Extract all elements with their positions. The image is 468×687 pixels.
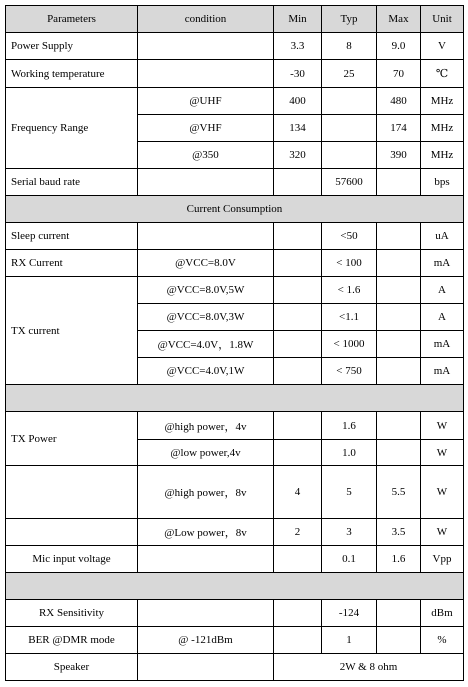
min-cell — [274, 223, 322, 250]
param-cell: RX Current — [6, 250, 138, 277]
condition-cell: @VHF — [138, 115, 274, 142]
min-cell — [274, 600, 322, 627]
max-cell: 70 — [377, 60, 421, 88]
row-tx-power-1 — [6, 412, 464, 440]
max-cell — [377, 277, 421, 304]
typ-cell: 1.0 — [322, 440, 377, 466]
row-serial-baud — [6, 169, 464, 196]
header-unit: Unit — [421, 6, 464, 33]
condition-cell: @low power,4v — [138, 440, 274, 466]
unit-cell: % — [421, 627, 464, 654]
unit-cell: A — [421, 304, 464, 331]
unit-cell: mA — [421, 358, 464, 385]
header-min: Min — [274, 6, 322, 33]
typ-cell: 5 — [322, 466, 377, 519]
row-sleep-current — [6, 223, 464, 250]
min-cell: 4 — [274, 466, 322, 519]
condition-cell — [138, 654, 274, 681]
min-cell — [274, 412, 322, 440]
condition-cell: @VCC=4.0V，1.8W — [138, 331, 274, 358]
condition-cell: @Low power，8v — [138, 519, 274, 546]
condition-cell: @high power，4v — [138, 412, 274, 440]
row-rx-sensitivity — [6, 600, 464, 627]
max-cell: 5.5 — [377, 466, 421, 519]
max-cell: 1.6 — [377, 546, 421, 573]
typ-cell: 25 — [322, 60, 377, 88]
max-cell — [377, 250, 421, 277]
typ-cell: 3 — [322, 519, 377, 546]
min-cell — [274, 546, 322, 573]
header-parameters: Parameters — [6, 6, 138, 33]
max-cell — [377, 304, 421, 331]
typ-cell: 8 — [322, 33, 377, 60]
param-cell — [6, 466, 138, 519]
condition-cell: @VCC=8.0V — [138, 250, 274, 277]
section-divider — [6, 385, 464, 412]
max-cell — [377, 169, 421, 196]
condition-cell — [138, 223, 274, 250]
min-cell — [274, 250, 322, 277]
condition-cell: @VCC=4.0V,1W — [138, 358, 274, 385]
typ-cell: < 750 — [322, 358, 377, 385]
max-cell — [377, 358, 421, 385]
row-tx-power-3 — [6, 466, 464, 519]
param-cell: Frequency Range — [6, 88, 138, 169]
param-cell: Power Supply — [6, 33, 138, 60]
unit-cell: W — [421, 412, 464, 440]
max-cell — [377, 627, 421, 654]
row-mic-input — [6, 546, 464, 573]
unit-cell: V — [421, 33, 464, 60]
row-power-supply — [6, 33, 464, 60]
unit-cell: dBm — [421, 600, 464, 627]
param-cell: TX current — [6, 277, 138, 385]
max-cell — [377, 600, 421, 627]
unit-cell: mA — [421, 250, 464, 277]
typ-cell: <50 — [322, 223, 377, 250]
typ-cell: 57600 — [322, 169, 377, 196]
condition-cell: @VCC=8.0V,3W — [138, 304, 274, 331]
param-cell: Serial baud rate — [6, 169, 138, 196]
max-cell: 390 — [377, 142, 421, 169]
row-tx-power-4 — [6, 519, 464, 546]
typ-cell — [322, 88, 377, 115]
typ-cell — [322, 142, 377, 169]
unit-cell: W — [421, 466, 464, 519]
condition-cell: @UHF — [138, 88, 274, 115]
min-cell — [274, 627, 322, 654]
min-cell: -30 — [274, 60, 322, 88]
min-cell — [274, 304, 322, 331]
max-cell: 174 — [377, 115, 421, 142]
unit-cell: mA — [421, 331, 464, 358]
param-cell: Speaker — [6, 654, 138, 681]
min-cell — [274, 169, 322, 196]
typ-cell — [322, 115, 377, 142]
typ-cell: < 100 — [322, 250, 377, 277]
row-section-current — [6, 196, 464, 223]
unit-cell: uA — [421, 223, 464, 250]
typ-cell: 1 — [322, 627, 377, 654]
row-working-temperature — [6, 60, 464, 88]
param-cell: Mic input voltage — [6, 546, 138, 573]
param-cell — [6, 519, 138, 546]
typ-cell: 0.1 — [322, 546, 377, 573]
row-ber-dmr — [6, 627, 464, 654]
speaker-value-cell: 2W & 8 ohm — [274, 654, 464, 681]
row-blank-section-1 — [6, 385, 464, 412]
max-cell — [377, 412, 421, 440]
unit-cell: bps — [421, 169, 464, 196]
typ-cell: <1.1 — [322, 304, 377, 331]
max-cell — [377, 331, 421, 358]
typ-cell: < 1.6 — [322, 277, 377, 304]
min-cell — [274, 358, 322, 385]
max-cell: 3.5 — [377, 519, 421, 546]
unit-cell: MHz — [421, 115, 464, 142]
header-row — [6, 6, 464, 33]
min-cell — [274, 440, 322, 466]
param-cell: Sleep current — [6, 223, 138, 250]
condition-cell — [138, 33, 274, 60]
max-cell: 9.0 — [377, 33, 421, 60]
max-cell: 480 — [377, 88, 421, 115]
unit-cell: MHz — [421, 142, 464, 169]
section-divider — [6, 573, 464, 600]
typ-cell: < 1000 — [322, 331, 377, 358]
typ-cell: 1.6 — [322, 412, 377, 440]
param-cell: TX Power — [6, 412, 138, 466]
unit-cell: W — [421, 440, 464, 466]
condition-cell — [138, 60, 274, 88]
condition-cell: @ -121dBm — [138, 627, 274, 654]
min-cell: 400 — [274, 88, 322, 115]
row-blank-section-2 — [6, 573, 464, 600]
unit-cell: ℃ — [421, 60, 464, 88]
row-rx-current — [6, 250, 464, 277]
condition-cell — [138, 546, 274, 573]
max-cell — [377, 440, 421, 466]
section-title: Current Consumption — [6, 196, 464, 223]
condition-cell: @VCC=8.0V,5W — [138, 277, 274, 304]
max-cell — [377, 223, 421, 250]
param-cell: BER @DMR mode — [6, 627, 138, 654]
typ-cell: -124 — [322, 600, 377, 627]
param-cell: RX Sensitivity — [6, 600, 138, 627]
condition-cell — [138, 169, 274, 196]
row-tx-current-1 — [6, 277, 464, 304]
condition-cell: @350 — [138, 142, 274, 169]
unit-cell: MHz — [421, 88, 464, 115]
spec-table — [5, 5, 464, 681]
min-cell: 320 — [274, 142, 322, 169]
row-freq-uhf — [6, 88, 464, 115]
param-cell: Working temperature — [6, 60, 138, 88]
unit-cell: W — [421, 519, 464, 546]
min-cell — [274, 277, 322, 304]
header-typ: Typ — [322, 6, 377, 33]
min-cell: 3.3 — [274, 33, 322, 60]
min-cell: 134 — [274, 115, 322, 142]
min-cell — [274, 331, 322, 358]
header-condition: condition — [138, 6, 274, 33]
condition-cell — [138, 600, 274, 627]
row-speaker — [6, 654, 464, 681]
min-cell: 2 — [274, 519, 322, 546]
condition-cell: @high power，8v — [138, 466, 274, 519]
unit-cell: A — [421, 277, 464, 304]
header-max: Max — [377, 6, 421, 33]
unit-cell: Vpp — [421, 546, 464, 573]
